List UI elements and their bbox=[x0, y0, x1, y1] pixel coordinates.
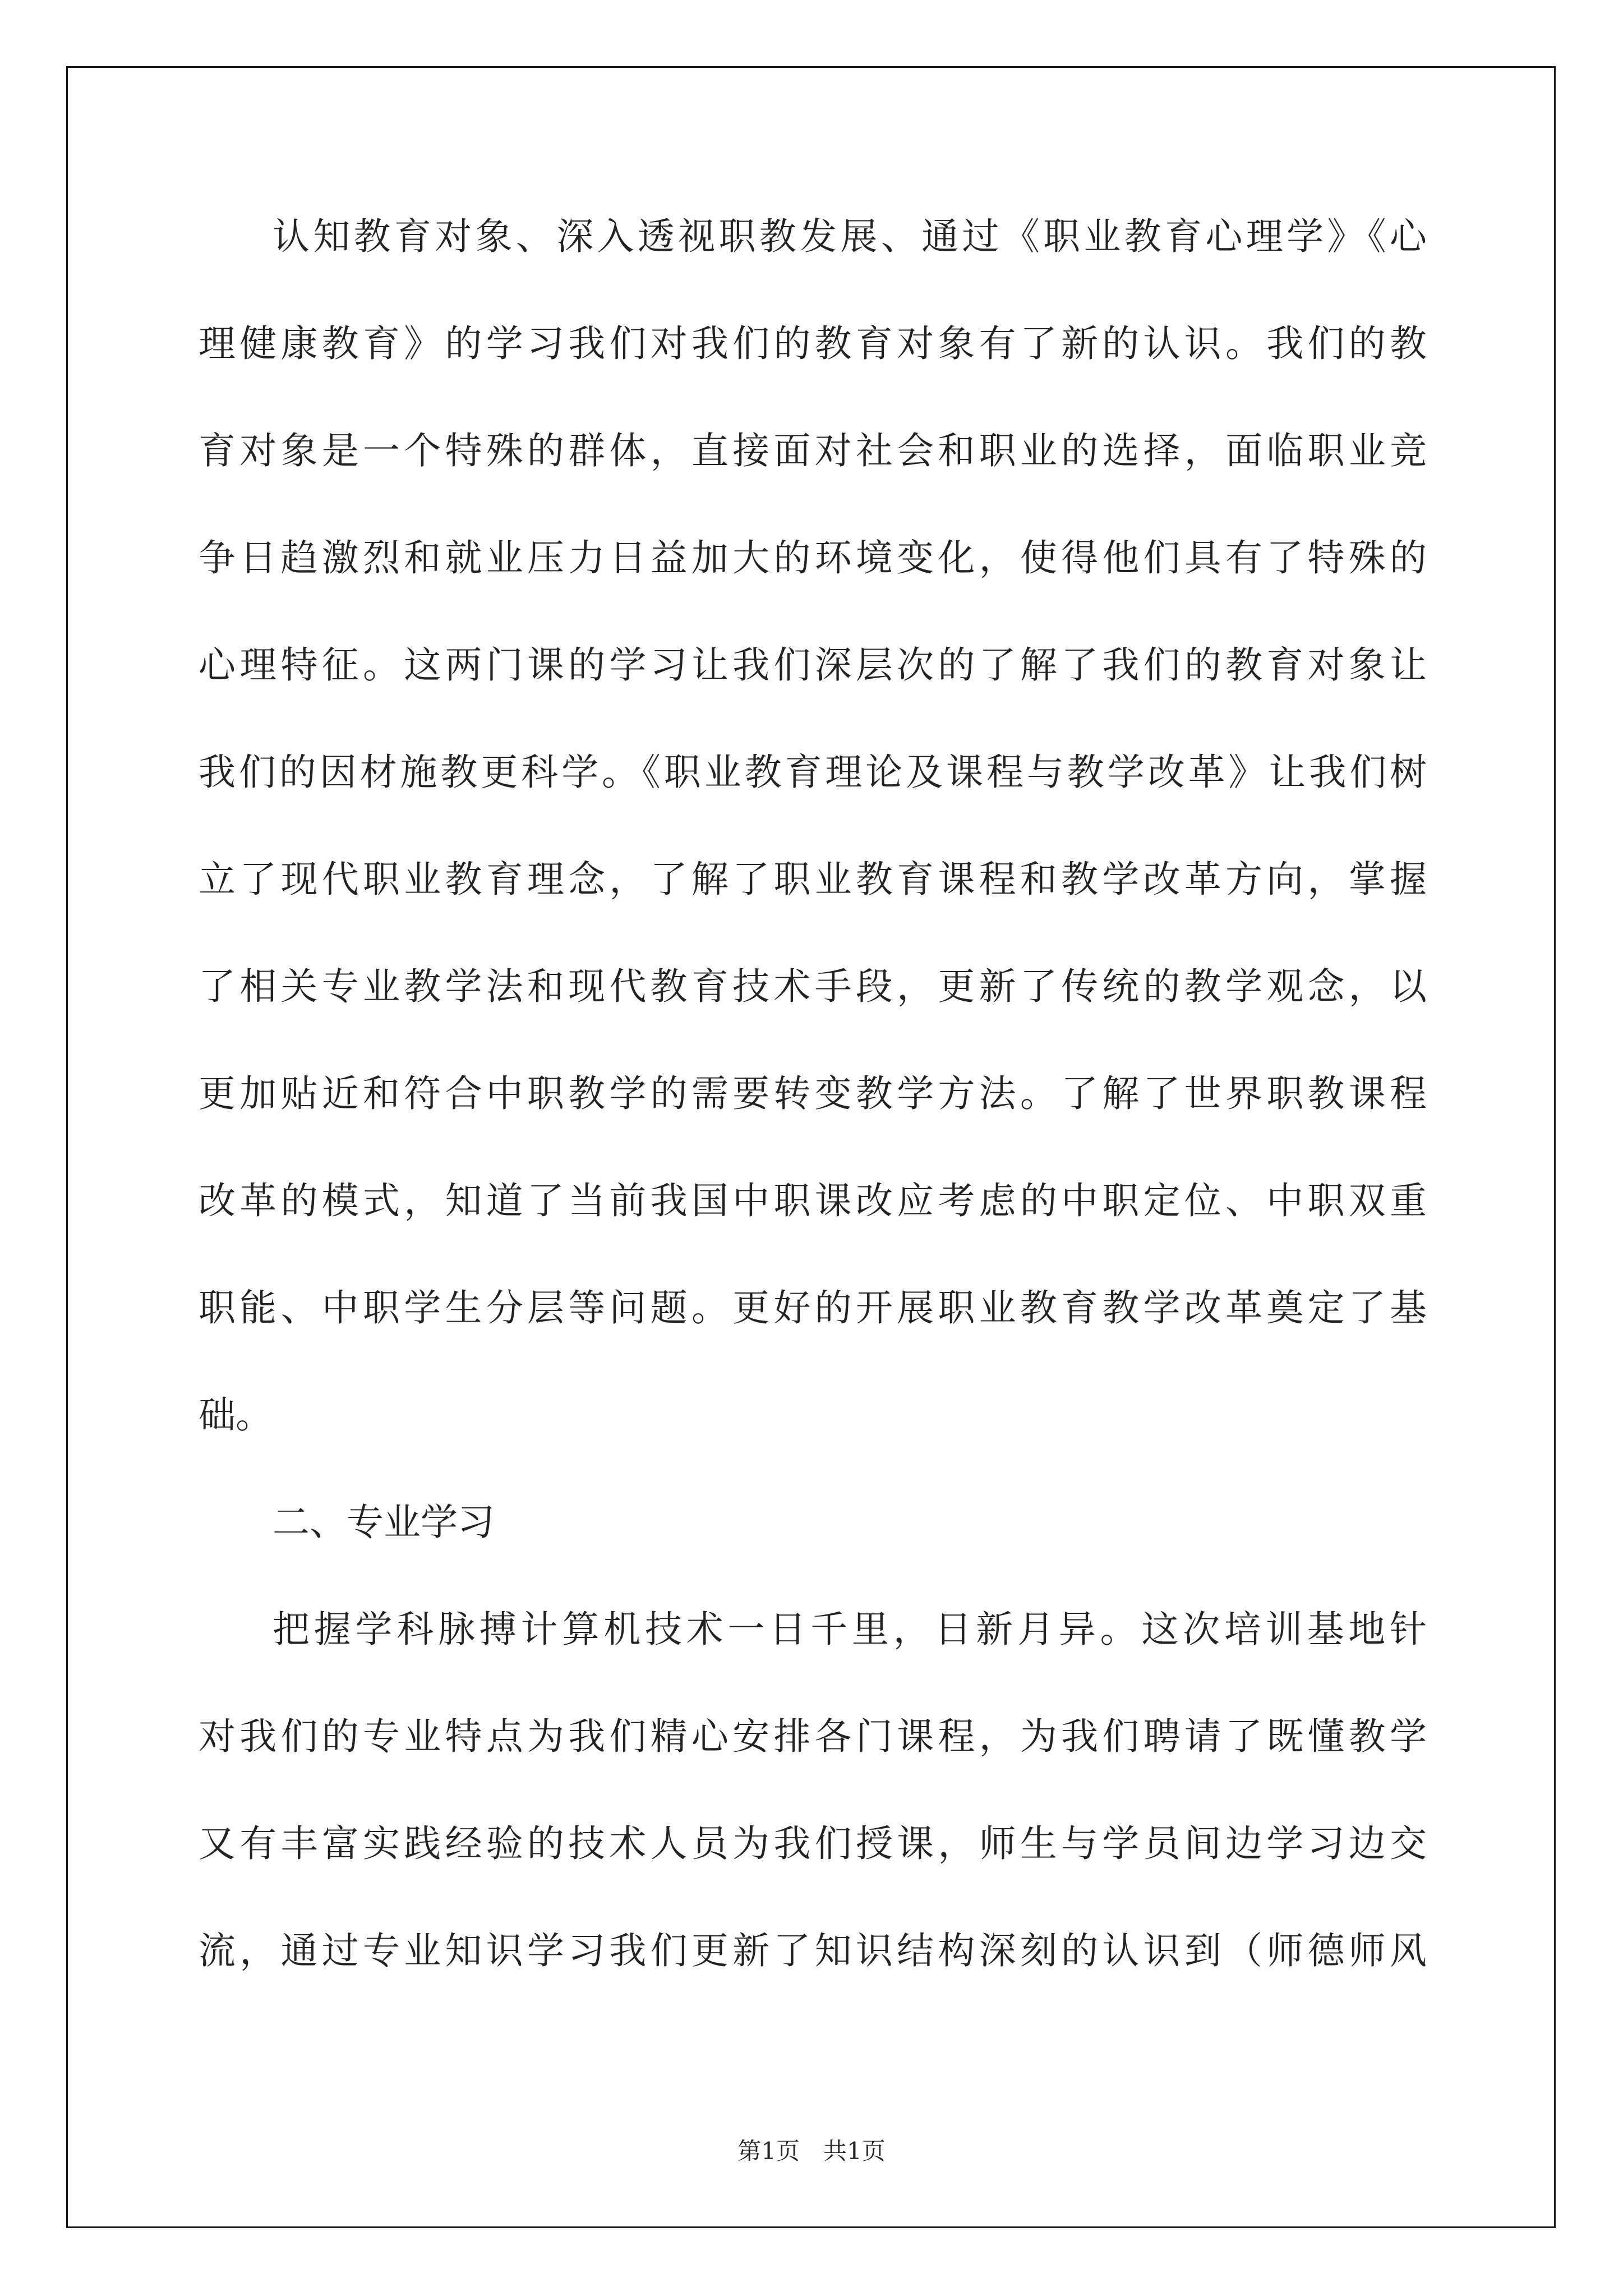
text-line: 更加贴近和符合中职教学的需要转变教学方法。了解了世界职教课程 bbox=[199, 1072, 1427, 1115]
text-line: 认知教育对象、深入透视职教发展、通过《职业教育心理学》《心 bbox=[273, 215, 1427, 258]
text-line: 心理特征。这两门课的学习让我们深层次的了解了我们的教育对象让 bbox=[199, 643, 1427, 687]
page-footer: 第1页 共1页 bbox=[737, 2137, 886, 2165]
text-line: 对我们的专业特点为我们精心安排各门课程，为我们聘请了既懂教学 bbox=[199, 1715, 1427, 1758]
text-line: 职能、中职学生分层等问题。更好的开展职业教育教学改革奠定了基 bbox=[199, 1286, 1427, 1329]
text-line: 争日趋激烈和就业压力日益加大的环境变化，使得他们具有了特殊的 bbox=[199, 536, 1427, 579]
text-line: 流，通过专业知识学习我们更新了知识结构深刻的认识到（师德师风 bbox=[199, 1929, 1427, 1972]
text-line: 我们的因材施教更科学。《职业教育理论及课程与教学改革》让我们树 bbox=[199, 751, 1427, 794]
text-line: 了相关专业教学法和现代教育技术手段，更新了传统的教学观念，以 bbox=[199, 965, 1427, 1008]
text-line: 把握学科脉搏计算机技术一日千里，日新月异。这次培训基地针 bbox=[273, 1608, 1427, 1651]
text-line: 育对象是一个特殊的群体，直接面对社会和职业的选择，面临职业竞 bbox=[199, 429, 1427, 472]
document-body bbox=[199, 209, 1427, 2030]
text-line: 理健康教育》的学习我们对我们的教育对象有了新的认识。我们的教 bbox=[199, 322, 1427, 365]
text-line: 立了现代职业教育理念，了解了职业教育课程和教学改革方向，掌握 bbox=[199, 858, 1427, 901]
text-line: 改革的模式，知道了当前我国中职课改应考虑的中职定位、中职双重 bbox=[199, 1179, 1427, 1222]
text-line: 础。 bbox=[199, 1393, 273, 1437]
text-line: 二、专业学习 bbox=[273, 1501, 495, 1544]
text-line: 又有丰富实践经验的技术人员为我们授课，师生与学员间边学习边交 bbox=[199, 1822, 1427, 1865]
